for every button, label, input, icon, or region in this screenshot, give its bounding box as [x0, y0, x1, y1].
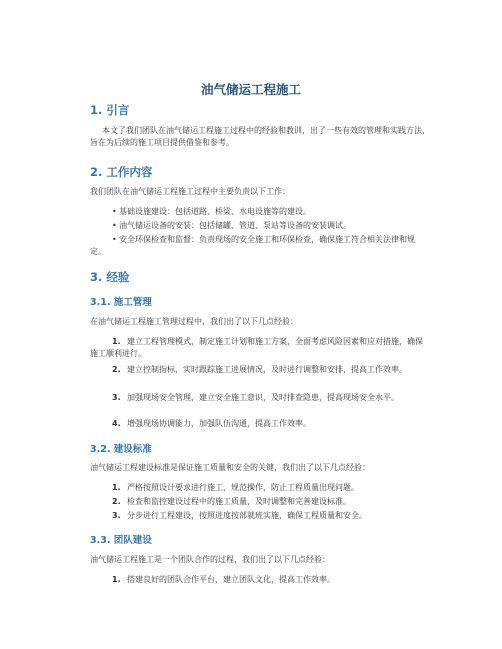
- list-item-text: 建立工程管理模式，制定施工计划和施工方案，全面考虑风险因素和应对措施，确保施工顺利进行。: [90, 337, 423, 358]
- list-number: 4.: [112, 419, 121, 428]
- list-number: 1.: [112, 575, 121, 584]
- work-bullet-text: 安全环保检查和监督：负责现场的安全施工和环保检查，确保施工符合相关法律和规定。: [90, 235, 415, 256]
- list-number: 1.: [112, 337, 121, 346]
- standards-list-item: [90, 510, 430, 522]
- section-heading-experience: 3. 经验: [90, 270, 130, 284]
- work-bullet-item: [90, 234, 430, 258]
- management-paragraph: 在油气储运工程施工管理过程中，我们出了以下几点经验：: [90, 317, 298, 326]
- management-list-item: [90, 336, 430, 360]
- list-number: 3.: [112, 511, 121, 520]
- management-list-item: [90, 418, 430, 430]
- document-title: 油气储运工程施工: [200, 82, 301, 97]
- work-paragraph: 我们团队在油气储运工程施工过程中主要负责以下工作：: [90, 187, 290, 196]
- bullet-marker: •: [112, 221, 117, 230]
- work-bullet-item: [90, 220, 430, 232]
- team-list-item: [90, 574, 430, 586]
- section-heading-intro: 1. 引言: [90, 103, 130, 117]
- work-bullet-text: 基础设施建设：包括道路、桥梁、水电设施等的建设。: [119, 207, 311, 216]
- list-item-text: 检查和监控建设过程中的施工质量，及时调整和完善建设标准。: [127, 497, 351, 506]
- list-number: 3.: [112, 393, 121, 402]
- team-paragraph: 油气储运工程施工是一个团队合作的过程，我们出了以下几点经验：: [90, 555, 330, 564]
- section-heading-work: 2. 工作内容: [90, 165, 153, 179]
- work-bullet-item: [90, 206, 430, 218]
- list-item-text: 严格按照设计要求进行施工，规范操作，防止工程质量出现问题。: [127, 483, 359, 492]
- list-item-text: 分步进行工程建设，按照进度按部就班实施，确保工程质量和安全。: [127, 511, 367, 520]
- management-list-item: [90, 364, 430, 376]
- list-number: 1.: [112, 483, 121, 492]
- subsection-heading-team: 3.3. 团队建设: [90, 535, 152, 546]
- intro-paragraph: 本文了我们团队在油气储运工程施工过程中的经验和教训，出了一些有效的管理和实践方法，旨在为后续的施工项目提供借鉴和参考。: [90, 126, 430, 147]
- bullet-marker: •: [112, 207, 117, 216]
- standards-paragraph: 油气储运工程建设标准是保证施工质量和安全的关键，我们出了以下几点经验：: [90, 463, 370, 472]
- list-number: 2.: [112, 365, 121, 374]
- standards-list-item: [90, 482, 430, 494]
- list-item-text: 增强现场协调能力，加强队伍沟通，提高工作效率。: [127, 419, 311, 428]
- standards-list-item: [90, 496, 430, 508]
- subsection-heading-management: 3.1. 施工管理: [90, 297, 152, 308]
- list-number: 2.: [112, 497, 121, 506]
- management-list-item: [90, 392, 430, 404]
- subsection-heading-standards: 3.2. 建设标准: [90, 444, 152, 455]
- list-item-text: 加强现场安全管理，建立安全施工意识，及时排查隐患，提高现场安全水平。: [127, 393, 399, 402]
- work-bullet-text: 油气储运设备的安装：包括储罐、管道、泵站等设备的安装调试。: [119, 221, 351, 230]
- bullet-marker: •: [112, 235, 117, 244]
- list-item-text: 建立控制指标，实时跟踪施工进展情况，及时进行调整和安排，提高工作效率。: [127, 365, 407, 374]
- list-item-text: 搭建良好的团队合作平台，建立团队文化，提高工作效率。: [127, 575, 335, 584]
